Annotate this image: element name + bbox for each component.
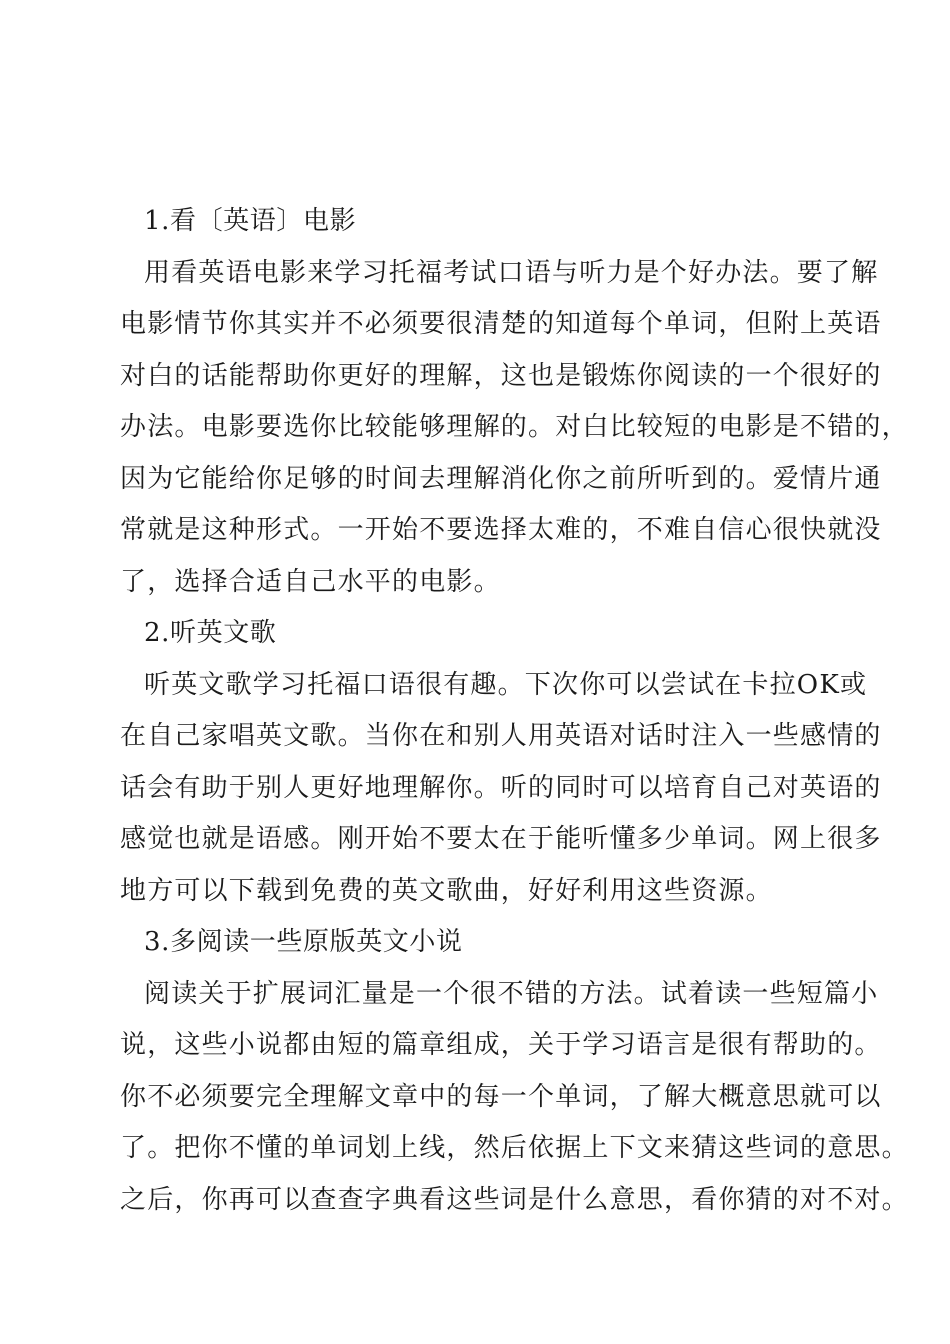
paragraph-line: 用看英语电影来学习托福考试口语与听力是个好办法。要了解 [144,257,879,288]
paragraph-line: 办法。电影要选你比较能够理解的。对白比较短的电影是不错的， [120,412,909,442]
paragraph-line: 感觉也就是语感。刚开始不要太在于能听懂多少单词。网上很多 [120,824,882,854]
paragraph-line: 阅读关于扩展词汇量是一个很不错的方法。试着读一些短篇小 [144,978,879,1009]
paragraph-line: 你不必须要完全理解文章中的每一个单词，了解大概意思就可以 [120,1081,882,1112]
paragraph-line: 话会有助于别人更好地理解你。听的同时可以培育自己对英语的 [120,772,882,803]
paragraph-line: 地方可以下载到免费的英文歌曲，好好利用这些资源。 [120,875,773,906]
paragraph-line: 常就是这种形式。一开始不要选择太难的，不难自信心很快就没 [120,515,882,545]
section-heading-2: 2.听英文歌 [144,618,277,648]
paragraph-line: 了。把你不懂的单词划上线，然后依据上下文来猜这些词的意思。 [120,1133,909,1163]
paragraph-line: 之后，你再可以查查字典看这些词是什么意思，看你猜的对不对。 [120,1184,909,1215]
section-heading-3: 3.多阅读一些原版英文小说 [144,927,463,957]
paragraph-line: 电影情节你其实并不必须要很清楚的知道每个单词，但附上英语 [120,309,882,339]
paragraph-line: 因为它能给你足够的时间去理解消化你之前所听到的。爱情片通 [120,463,882,494]
section-heading-1: 1.看〔英语〕电影 [144,206,357,236]
paragraph-line: 说，这些小说都由短的篇章组成，关于学习语言是很有帮助的。 [120,1030,882,1060]
paragraph-line: 对白的话能帮助你更好的理解，这也是锻炼你阅读的一个很好的 [120,360,882,391]
paragraph-line: 了，选择合适自己水平的电影。 [120,566,501,597]
paragraph-line: 在自己家唱英文歌。当你在和别人用英语对话时注入一些感情的 [120,721,882,751]
document-body [120,196,909,1226]
paragraph-line: 听英文歌学习托福口语很有趣。下次你可以尝试在卡拉OK或 [144,669,868,700]
